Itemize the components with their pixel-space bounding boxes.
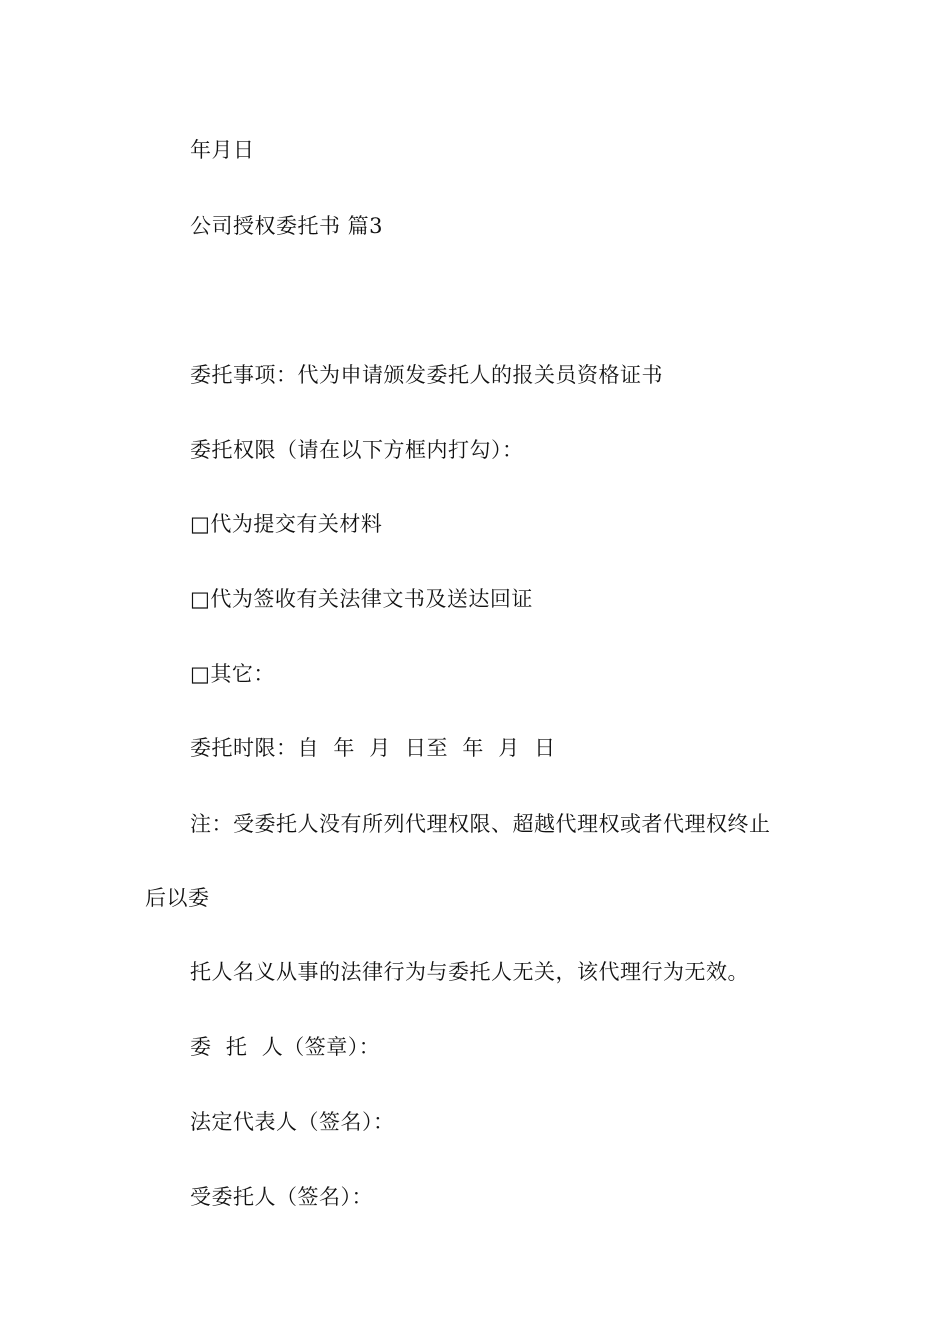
option-sign-documents: □代为签收有关法律文书及送达回证 — [190, 587, 533, 611]
section-title: 公司授权委托书 篇3 — [190, 214, 384, 238]
note-paragraph-end: 托人名义从事的法律行为与委托人无关，该代理行为无效。 — [190, 960, 749, 984]
principal-signature: 委 托 人（签章）： — [190, 1035, 381, 1059]
option-other: □其它： — [190, 662, 275, 686]
agent-signature: 受委托人（签名）： — [190, 1185, 373, 1209]
option-submit-materials: □代为提交有关材料 — [190, 512, 383, 536]
note-paragraph-wrap: 后以委 — [145, 886, 210, 910]
authorization-period: 委托时限：自 年 月 日至 年 月 日 — [190, 736, 556, 760]
note-paragraph-start: 注：受委托人没有所列代理权限、超越代理权或者代理权终止 — [190, 812, 771, 836]
entrusted-matter: 委托事项：代为申请颁发委托人的报关员资格证书 — [190, 363, 663, 387]
authority-scope-heading: 委托权限（请在以下方框内打勾）： — [190, 438, 524, 462]
legal-representative-signature: 法定代表人（签名）： — [190, 1110, 395, 1134]
date-line: 年月日 — [190, 138, 255, 162]
